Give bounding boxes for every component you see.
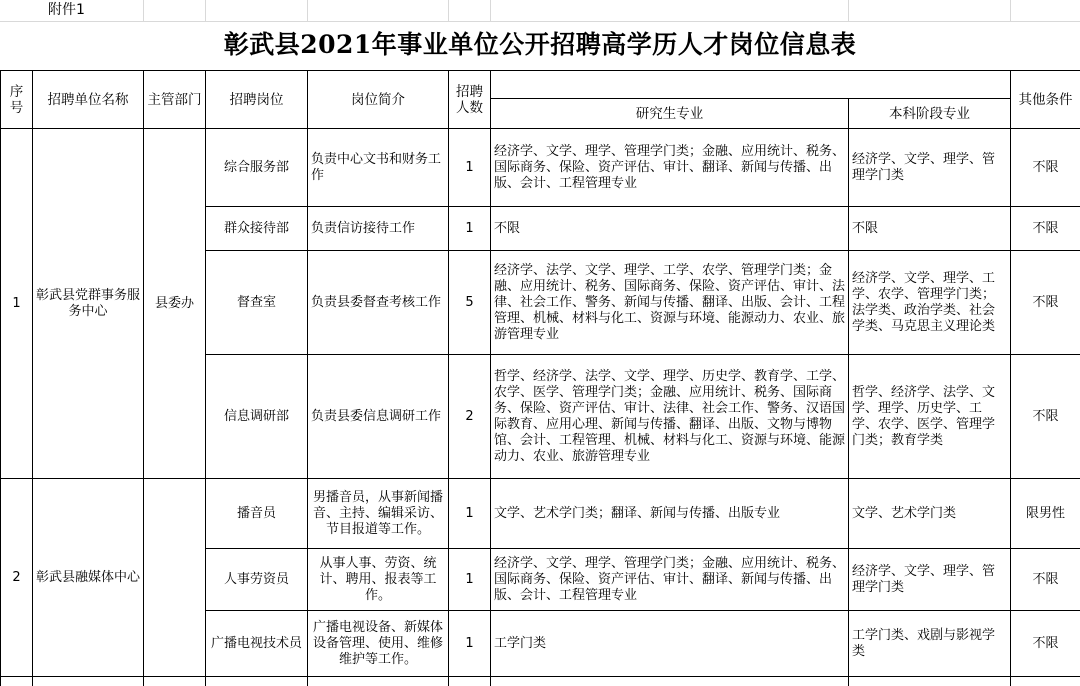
- position-name: 督查室: [206, 251, 308, 355]
- header-unit: 招聘单位名称: [33, 71, 144, 129]
- grid-line: [205, 0, 206, 21]
- hire-count: 1: [449, 611, 491, 677]
- cell: [449, 677, 491, 686]
- undergrad-major: 工学门类、戏剧与影视学类: [849, 611, 1011, 677]
- header-major-group: [491, 71, 1011, 99]
- undergrad-major: 经济学、文学、理学、管理学门类: [849, 549, 1011, 611]
- row-index: 1: [1, 129, 33, 479]
- grad-major: 经济学、法学、文学、理学、工学、农学、管理学门类；金融、应用统计、税务、国际商务、保险、资产评估、审计、法律、社会工作、警务、新闻与传播、翻译、出版、会计、工程管理、机械、材料与化工、资源与环境、能源动力、农业、旅游管理专业: [491, 251, 849, 355]
- header-position: 招聘岗位: [206, 71, 308, 129]
- position-description: 负责信访接待工作: [308, 207, 449, 251]
- header-grad-major: 研究生专业: [491, 99, 849, 129]
- cell: [33, 677, 144, 686]
- other-conditions: 限男性: [1011, 479, 1080, 549]
- grid-line: [307, 0, 308, 21]
- hire-count: 1: [449, 549, 491, 611]
- position-description: 广播电视设备、新媒体设备管理、使用、维修维护等工作。: [308, 611, 449, 677]
- unit-name: 彰武县党群事务服务中心: [33, 129, 144, 479]
- position-name: 人事劳资员: [206, 549, 308, 611]
- header-dept: 主管部门: [144, 71, 206, 129]
- position-description: 负责中心文书和财务工作: [308, 129, 449, 207]
- cell: [1011, 677, 1080, 686]
- grad-major: 不限: [491, 207, 849, 251]
- cell: [849, 677, 1011, 686]
- hire-count: 5: [449, 251, 491, 355]
- cell: [144, 677, 206, 686]
- dept-name: 县委办: [144, 129, 206, 479]
- header-other: 其他条件: [1011, 71, 1080, 129]
- undergrad-major: 文学、艺术学门类: [849, 479, 1011, 549]
- other-conditions: 不限: [1011, 355, 1080, 479]
- grid-line: [448, 0, 449, 21]
- table-title: 彰武县2021年事业单位公开招聘高学历人才岗位信息表: [0, 21, 1080, 69]
- position-description: 负责县委督查考核工作: [308, 251, 449, 355]
- grad-major: 经济学、文学、理学、管理学门类；金融、应用统计、税务、国际商务、保险、资产评估、审计、翻译、新闻与传播、出版、会计、工程管理专业: [491, 129, 849, 207]
- position-name: 综合服务部: [206, 129, 308, 207]
- grad-major: 经济学、文学、理学、管理学门类；金融、应用统计、税务、国际商务、保险、资产评估、审计、翻译、新闻与传播、出版、会计、工程管理专业: [491, 549, 849, 611]
- position-name: 信息调研部: [206, 355, 308, 479]
- hire-count: 1: [449, 207, 491, 251]
- other-conditions: 不限: [1011, 129, 1080, 207]
- undergrad-major: 哲学、经济学、法学、文学、理学、历史学、工学、农学、医学、管理学门类；教育学类: [849, 355, 1011, 479]
- position-name: 播音员: [206, 479, 308, 549]
- hire-count: 2: [449, 355, 491, 479]
- grad-major: 工学门类: [491, 611, 849, 677]
- position-name: 群众接待部: [206, 207, 308, 251]
- attachment-label: 附件1: [48, 1, 85, 19]
- grid-line: [1010, 0, 1011, 21]
- spreadsheet-top-row: [0, 0, 1080, 22]
- undergrad-major: 经济学、文学、理学、工学、农学、管理学门类；法学类、政治学类、社会学类、马克思主义理论类: [849, 251, 1011, 355]
- hire-count: 1: [449, 129, 491, 207]
- other-conditions: 不限: [1011, 549, 1080, 611]
- undergrad-major: 不限: [849, 207, 1011, 251]
- position-description: 从事人事、劳资、统计、聘用、报表等工作。: [308, 549, 449, 611]
- other-conditions: 不限: [1011, 611, 1080, 677]
- unit-name: 彰武县融媒体中心: [33, 479, 144, 677]
- row-index: 2: [1, 479, 33, 677]
- cell: [1, 677, 33, 686]
- header-count: 招聘人数: [449, 71, 491, 129]
- grad-major: 哲学、经济学、法学、文学、理学、历史学、教育学、工学、农学、医学、管理学门类；金融、应用统计、税务、国际商务、保险、资产评估、审计、法律、社会工作、警务、汉语国际教育、应用心理、新闻与传播、翻译、出版、文物与博物馆、会计、工程管理、机械、材料与化工、资源与环境、能源动力、农业、旅游管理专业: [491, 355, 849, 479]
- header-row: [1, 71, 1080, 99]
- grid-line: [490, 0, 491, 21]
- cell: [491, 677, 849, 686]
- header-index: 序号: [1, 71, 33, 129]
- grad-major: 文学、艺术学门类；翻译、新闻与传播、出版专业: [491, 479, 849, 549]
- dept-name: [144, 479, 206, 677]
- recruitment-table: [0, 70, 1080, 686]
- position-description: 负责县委信息调研工作: [308, 355, 449, 479]
- other-conditions: 不限: [1011, 251, 1080, 355]
- header-description: 岗位简介: [308, 71, 449, 129]
- position-description: 男播音员，从事新闻播音、主持、编辑采访、节目报道等工作。: [308, 479, 449, 549]
- position-name: 广播电视技术员: [206, 611, 308, 677]
- other-conditions: 不限: [1011, 207, 1080, 251]
- undergrad-major: 经济学、文学、理学、管理学门类: [849, 129, 1011, 207]
- cell: [206, 677, 308, 686]
- cell: [308, 677, 449, 686]
- header-undergrad-major: 本科阶段专业: [849, 99, 1011, 129]
- hire-count: 1: [449, 479, 491, 549]
- grid-line: [848, 0, 849, 21]
- grid-line: [143, 0, 144, 21]
- table-row: [1, 479, 1080, 549]
- table-row: [1, 129, 1080, 207]
- next-row-partial: [1, 677, 1080, 686]
